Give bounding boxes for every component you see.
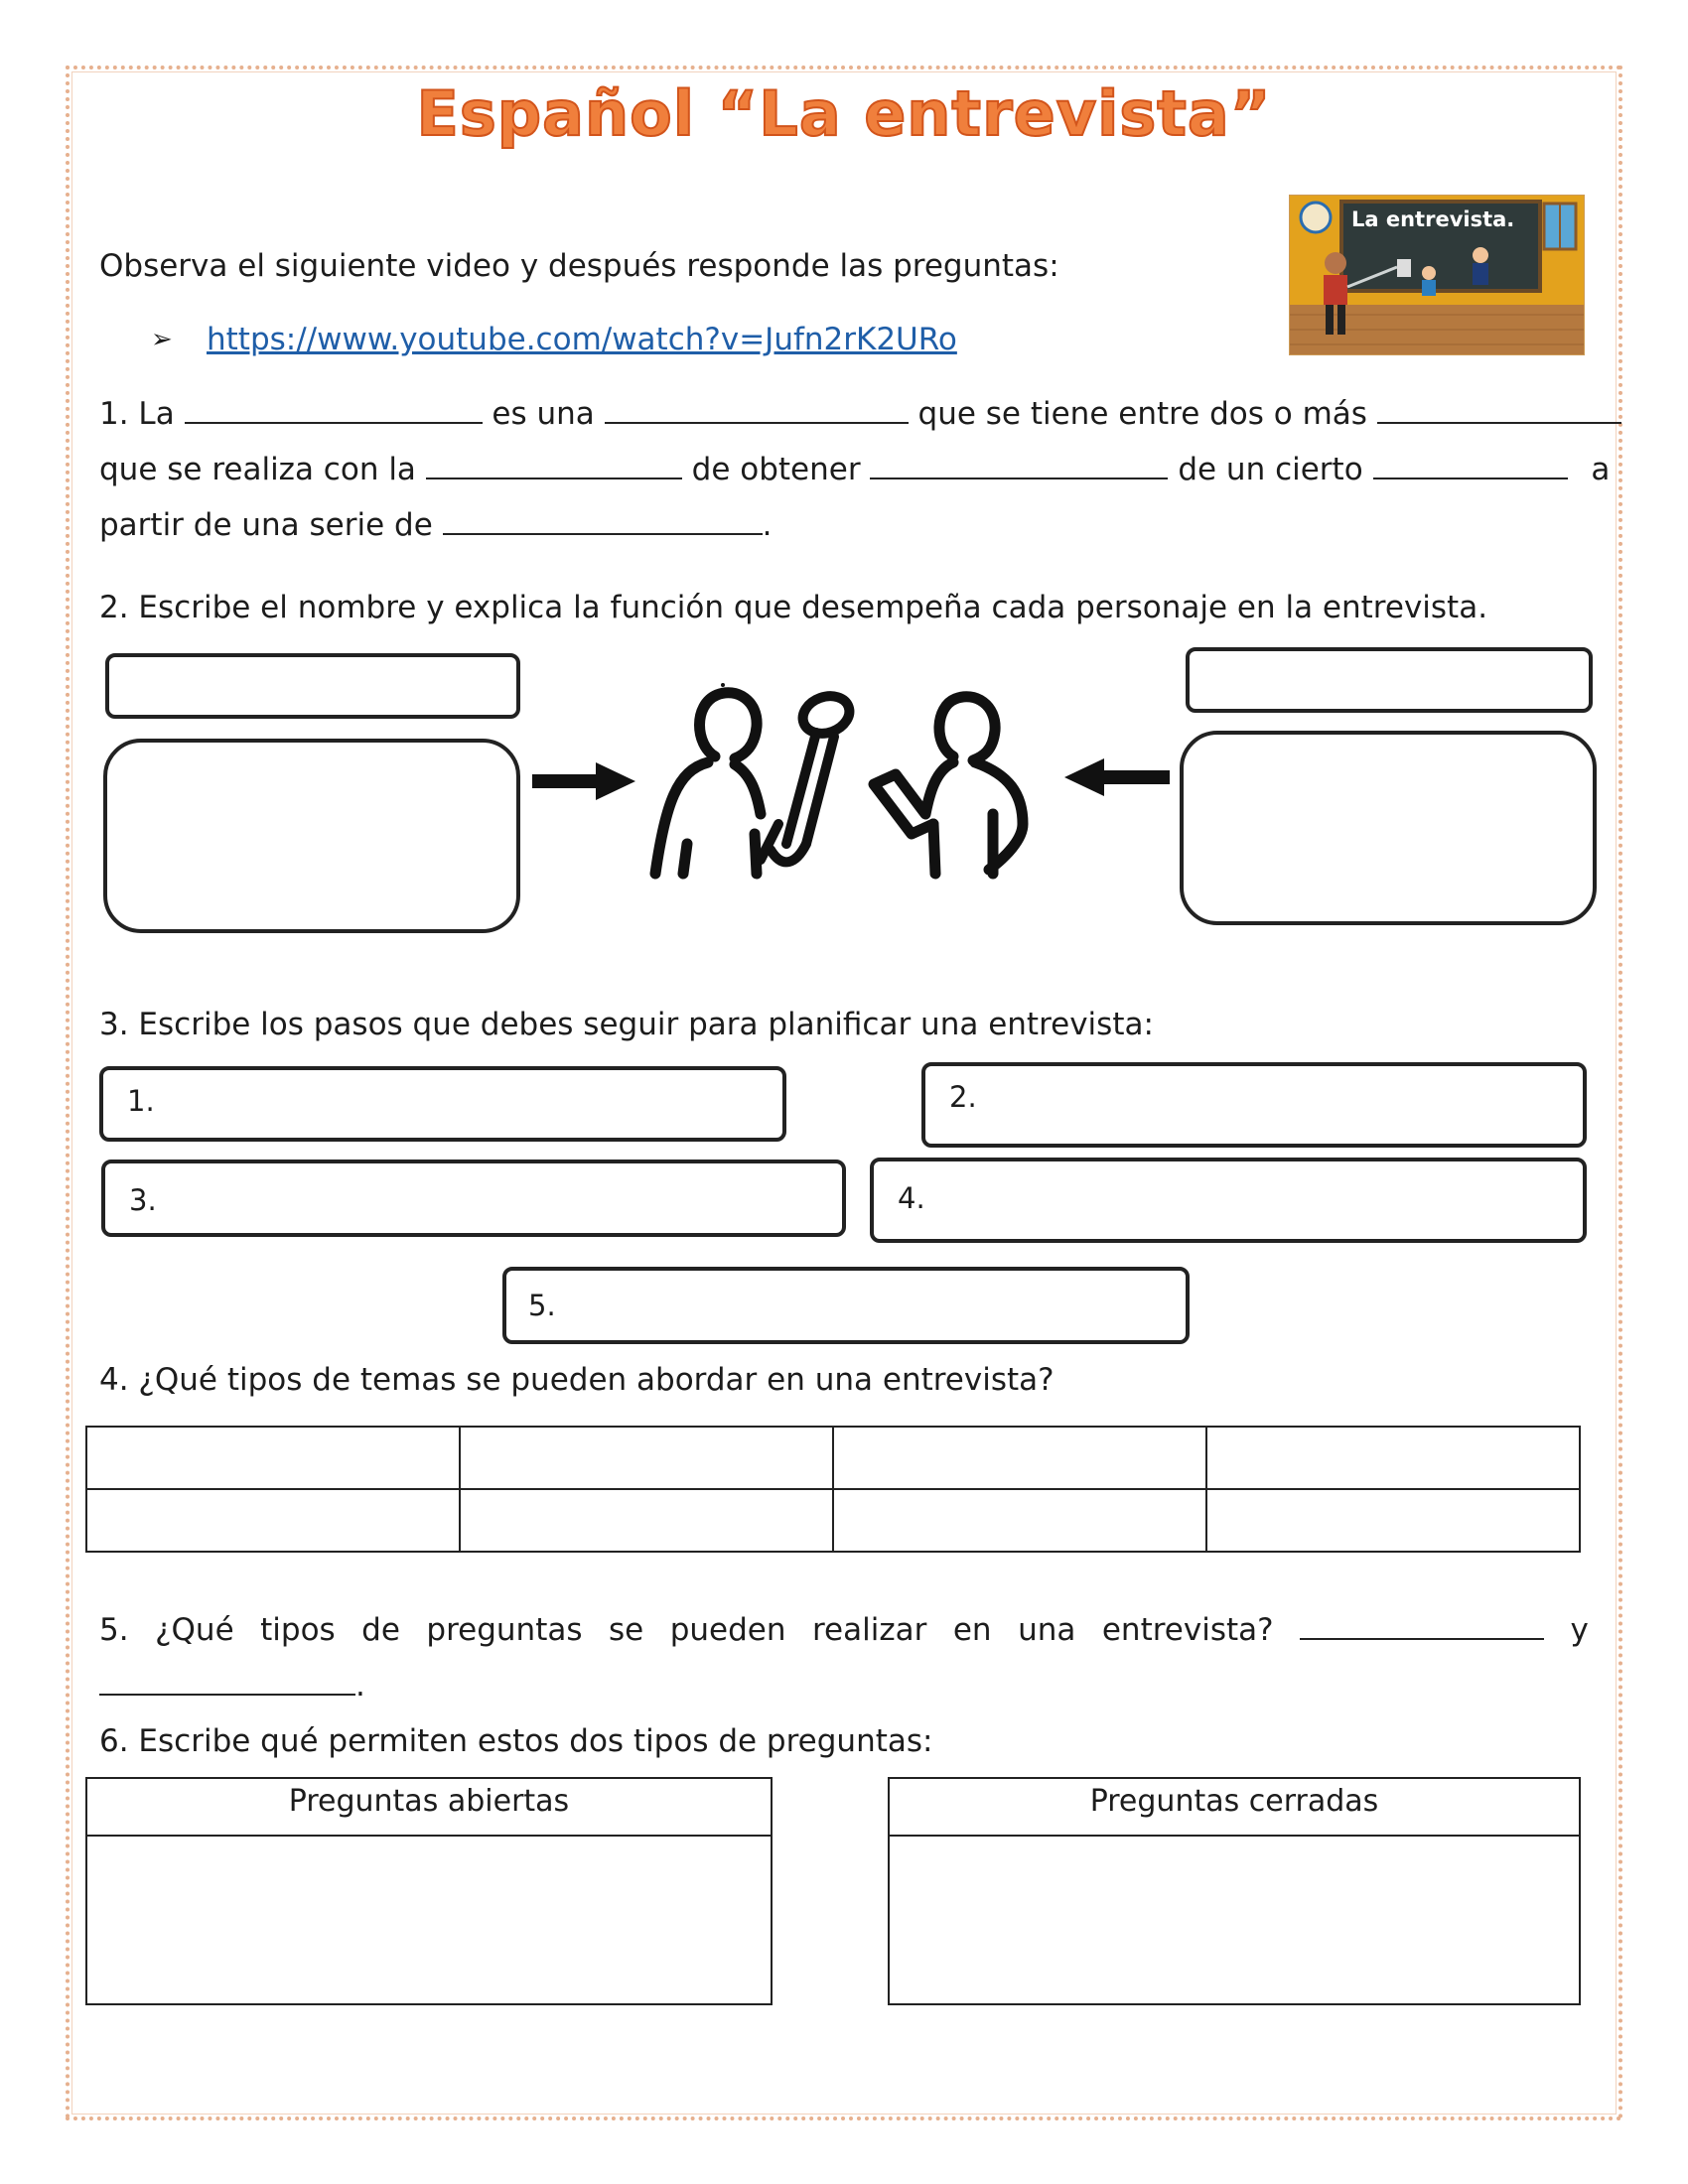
q3-text: 3. Escribe los pasos que debes seguir para planificar una entrevista: — [99, 1007, 1154, 1042]
topics-cell[interactable] — [1206, 1427, 1580, 1489]
q5-word: en — [952, 1612, 992, 1648]
closed-questions-answer[interactable] — [890, 1837, 1579, 2005]
intro-instruction: Observa el siguiente video y después responde las preguntas: — [99, 248, 1059, 284]
open-questions-answer[interactable] — [87, 1837, 771, 2005]
q1-text-a: 1. La — [99, 396, 175, 432]
q5-word: preguntas — [426, 1612, 583, 1648]
q1-text-b: es una — [492, 396, 595, 432]
interview-illustration — [526, 675, 1182, 884]
q5-word: 5. — [99, 1612, 129, 1648]
step-4-label: 4. — [898, 1181, 925, 1215]
interviewer-name-box[interactable] — [105, 653, 520, 719]
interviewee-name-box[interactable] — [1186, 647, 1593, 713]
q1-text-i: . — [762, 507, 773, 543]
q5-line1 — [99, 1608, 1589, 1650]
q1-text-h: partir de una serie de — [99, 507, 433, 543]
q1-blank-3[interactable] — [1377, 392, 1621, 424]
q5-end: . — [355, 1668, 365, 1704]
q5-word: realizar — [811, 1612, 927, 1648]
step-3-box[interactable] — [101, 1160, 846, 1237]
page-title: Español “La entrevista” — [416, 77, 1272, 150]
closed-questions-header: Preguntas cerradas — [890, 1779, 1579, 1837]
q1-blank-2[interactable] — [605, 392, 909, 424]
topics-cell[interactable] — [460, 1489, 833, 1552]
video-thumbnail[interactable] — [1289, 195, 1585, 355]
open-questions-header: Preguntas abiertas — [87, 1779, 771, 1837]
q5-word: entrevista? — [1101, 1612, 1274, 1648]
step-2-box[interactable] — [921, 1062, 1587, 1148]
topics-cell[interactable] — [86, 1489, 460, 1552]
interviewer-function-box[interactable] — [103, 739, 520, 933]
step-2-label: 2. — [949, 1080, 977, 1114]
q5-word: pueden — [669, 1612, 786, 1648]
q1-line2 — [99, 448, 1610, 489]
q5-word: se — [608, 1612, 644, 1648]
q5-line2 — [99, 1664, 365, 1706]
q1-text-e: de obtener — [691, 452, 861, 487]
q5-word: ¿Qué — [155, 1612, 234, 1648]
video-link[interactable]: https://www.youtube.com/watch?v=Jufn2rK2URo — [207, 322, 957, 357]
q1-line3 — [99, 503, 773, 545]
q1-blank-1[interactable] — [185, 392, 483, 424]
q1-blank-7[interactable] — [443, 503, 763, 535]
q2-text: 2. Escribe el nombre y explica la función que desempeña cada personaje en la entrevista. — [99, 590, 1488, 625]
topics-cell[interactable] — [460, 1427, 833, 1489]
topics-table — [85, 1426, 1581, 1553]
topics-cell[interactable] — [1206, 1489, 1580, 1552]
q1-text-g: a — [1591, 452, 1611, 487]
q5-word: tipos — [260, 1612, 336, 1648]
step-3-label: 3. — [129, 1183, 157, 1217]
q1-line1 — [99, 392, 1621, 434]
q6-text: 6. Escribe qué permiten estos dos tipos de preguntas: — [99, 1723, 933, 1759]
q5-blank-1[interactable] — [1300, 1608, 1544, 1640]
q1-text-f: de un cierto — [1178, 452, 1363, 487]
q1-blank-4[interactable] — [426, 448, 682, 479]
step-1-label: 1. — [127, 1084, 155, 1118]
interviewee-figure-icon — [874, 697, 1023, 874]
q5-blank-2[interactable] — [99, 1664, 355, 1696]
step-5-box[interactable] — [502, 1267, 1190, 1344]
right-arrow-icon — [1064, 758, 1170, 796]
microphone-icon — [761, 690, 855, 862]
closed-questions-table — [888, 1777, 1581, 2005]
interviewer-figure-icon — [655, 693, 761, 874]
q5-word-y: y — [1570, 1612, 1589, 1648]
step-4-box[interactable] — [870, 1158, 1587, 1243]
thumbnail-title: La entrevista. — [1351, 207, 1515, 231]
bullet-arrow-icon: ➢ — [151, 325, 173, 354]
q1-blank-6[interactable] — [1373, 448, 1568, 479]
topics-cell[interactable] — [86, 1427, 460, 1489]
q1-blank-5[interactable] — [870, 448, 1168, 479]
q5-word: una — [1018, 1612, 1076, 1648]
q5-word: de — [361, 1612, 400, 1648]
q1-text-c: que se tiene entre dos o más — [917, 396, 1367, 432]
step-1-box[interactable] — [99, 1066, 786, 1142]
q4-text: 4. ¿Qué tipos de temas se pueden abordar en una entrevista? — [99, 1362, 1055, 1398]
open-questions-table — [85, 1777, 773, 2005]
q1-text-d: que se realiza con la — [99, 452, 416, 487]
interviewee-function-box[interactable] — [1180, 731, 1597, 925]
topics-cell[interactable] — [833, 1489, 1206, 1552]
left-arrow-icon — [532, 762, 635, 800]
topics-cell[interactable] — [833, 1427, 1206, 1489]
step-5-label: 5. — [528, 1289, 556, 1322]
